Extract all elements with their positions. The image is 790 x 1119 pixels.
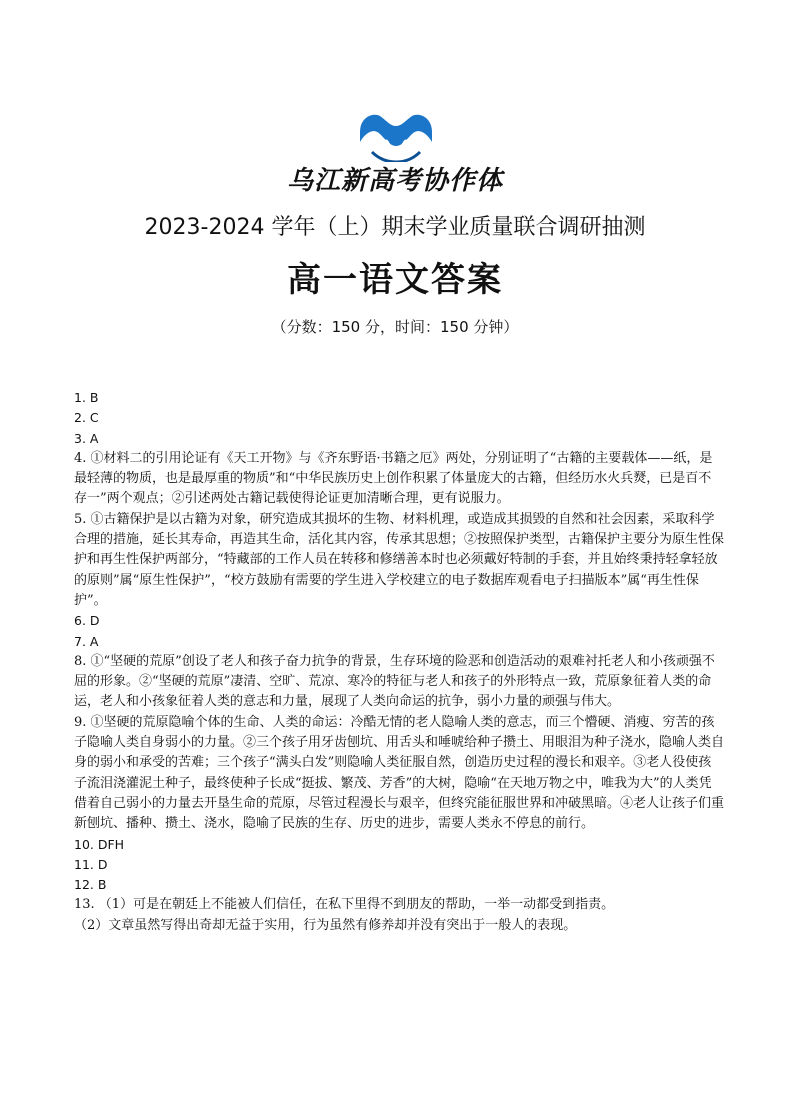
answer-13-1: 13. （1）可是在朝廷上不能被人们信任，在私下里得不到朋友的帮助，一举一动都受到指责。 [74, 897, 615, 913]
answer-13-2: （2）文章虽然写得出奇却无益于实用，行为虽然有修养却并没有突出于一般人的表现。 [74, 917, 577, 933]
org-name: 乌江新高考协作体 [286, 166, 503, 196]
exam-title: 2023-2024 学年（上）期末学业质量联合调研抽测 [144, 215, 646, 240]
logo-icon [356, 112, 436, 162]
answer-5: 5. ①古籍保护是以古籍为对象，研究造成其损坏的生物、材料机理，或造成其损毁的自然和社会因素，采取科学合理的措施，延长其寿命，再造其生命，活化其内容，传承其思想；②按照保护类型，古籍保护主要分为原生性保护和再生性保护两部分，“特藏部的工作人员在转移和修缮善本时也必须戴好特制的手套，并且始终秉持轻拿轻放的原则”属“原生性保护”，“校方鼓励有需要的学生进入学校建立的电子数据库观看电子扫描版本”属“再生性保护”。 [74, 511, 725, 608]
answer-6: 6. D [74, 613, 100, 629]
answer-3: 3. A [74, 430, 99, 446]
answer-10: 10. DFH [74, 836, 125, 852]
answer-8: 8. ①“坚硬的荒原”创设了老人和孩子奋力抗争的背景，生存环境的险恶和创造活动的艰难衬托老人和小孩顽强不屈的形象。②“坚硬的荒原”凄清、空旷、荒凉、寒冷的特征与老人和孩子的外形特点一致，荒原象征着人类的命运，老人和小孩象征着人类的意志和力量，展现了人类向命运的抗争，弱小力量的顽强与伟大。 [74, 653, 715, 710]
page-title: 高一语文答案 [287, 260, 503, 300]
answer-9: 9. ①坚硬的荒原隐喻个体的生命、人类的命运：冷酷无情的老人隐喻人类的意志，而三个懵硬、消瘦、穷苦的孩子隐喻人类自身弱小的力量。②三个孩子用牙齿刨坑、用舌头和唾唬给种子攒土、用眼泪为种子浇水，隐喻人类自身的弱小和承受的苦难；三个孩子“满头白发”则隐喻人类征服自然，创造历史过程的漫长和艰辛。③老人役使孩子流泪浇灌泥土种子，最终使种子长成“挺拔、繁茂、芳香”的大树，隐喻“在天地万物之中，唯我为大”的人类凭借着自己弱小的力量去开垦生命的荒原，尽管过程漫长与艰辛，但终究能征服世界和冲破黑暗。④老人让孩子们重新刨坑、播种、攒土、浇水，隐喻了民族的生存、历史的进步，需要人类永不停息的前行。 [74, 714, 725, 832]
exam-info: （分数：150 分，时间：150 分钟） [271, 318, 519, 336]
answer-4: 4. ①材料二的引用论证有《天工开物》与《齐东野语·书籍之厄》两处，分别证明了“古籍的主要载体——纸，是最轻薄的物质，也是最厚重的物质”和“中华民族历史上创作积累了体量庞大的古籍，但经历水火兵燹，已是百不存一”两个观点；②引述两处古籍记载使得论证更加清晰合理，更有说服力。 [74, 450, 713, 507]
answer-list [74, 388, 724, 936]
answer-12: 12. B [74, 877, 107, 893]
answer-2: 2. C [74, 410, 99, 426]
answer-11: 11. D [74, 856, 108, 872]
answer-1: 1. B [74, 390, 99, 405]
answer-7: 7. A [74, 633, 99, 649]
